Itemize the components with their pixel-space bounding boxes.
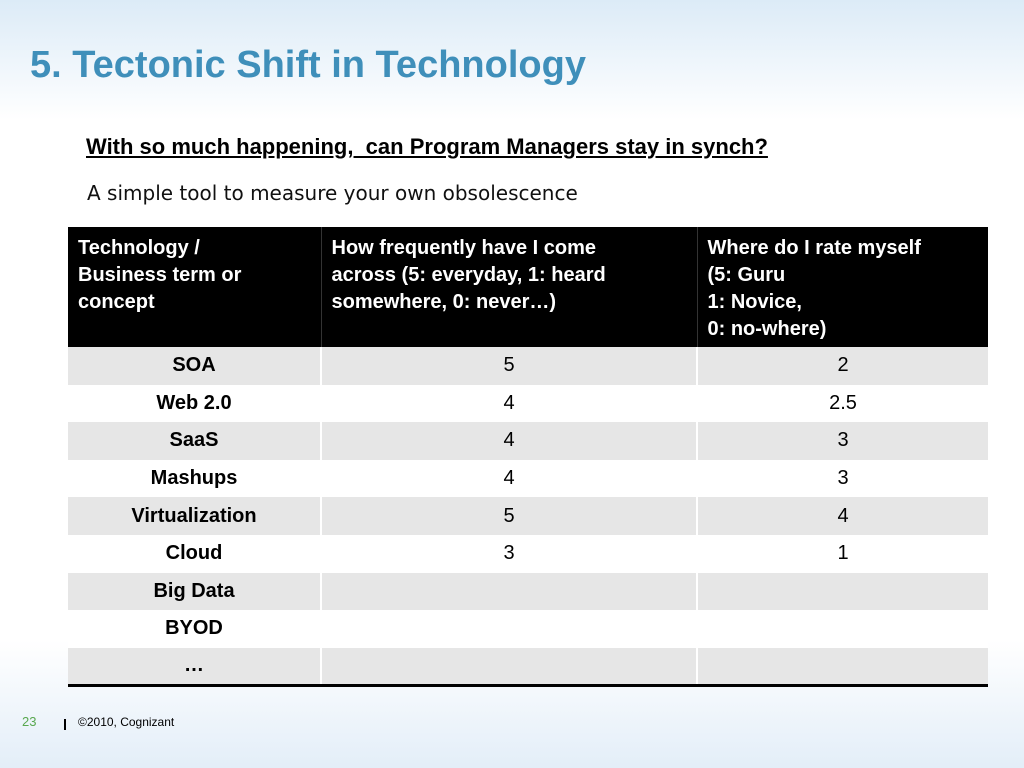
frequency-cell: 5 — [321, 497, 697, 535]
header-frequency: How frequently have I come across (5: everyday, 1: heard somewhere, 0: never…) — [321, 227, 697, 347]
page-number: 23 — [22, 714, 37, 729]
term-cell: Big Data — [68, 573, 321, 611]
term-cell: Mashups — [68, 460, 321, 498]
rating-cell — [697, 610, 988, 648]
frequency-cell: 4 — [321, 422, 697, 460]
term-cell: SOA — [68, 347, 321, 385]
term-cell: Web 2.0 — [68, 385, 321, 423]
rating-cell — [697, 648, 988, 686]
rating-cell — [697, 573, 988, 611]
term-cell: BYOD — [68, 610, 321, 648]
slide-subtitle: A simple tool to measure your own obsolescence — [87, 181, 578, 205]
table-header-row — [68, 227, 988, 347]
header-technology: Technology / Business term or concept — [68, 227, 321, 347]
frequency-cell: 4 — [321, 460, 697, 498]
table-row — [68, 535, 988, 573]
obsolescence-table — [68, 227, 988, 687]
rating-cell: 3 — [697, 460, 988, 498]
frequency-cell: 4 — [321, 385, 697, 423]
rating-cell: 2.5 — [697, 385, 988, 423]
footer-divider — [64, 719, 66, 730]
rating-cell: 3 — [697, 422, 988, 460]
table-row — [68, 648, 988, 686]
table-row — [68, 497, 988, 535]
question-heading: With so much happening, can Program Managers stay in synch? — [86, 134, 768, 159]
term-cell: SaaS — [68, 422, 321, 460]
copyright-notice: ©2010, Cognizant — [78, 715, 175, 729]
term-cell: Cloud — [68, 535, 321, 573]
table-row — [68, 573, 988, 611]
rating-cell: 2 — [697, 347, 988, 385]
slide-title: 5. Tectonic Shift in Technology — [30, 44, 586, 86]
table-row — [68, 347, 988, 385]
table-row — [68, 385, 988, 423]
table-row — [68, 460, 988, 498]
rating-cell: 4 — [697, 497, 988, 535]
term-cell: Virtualization — [68, 497, 321, 535]
frequency-cell — [321, 648, 697, 686]
frequency-cell: 3 — [321, 535, 697, 573]
table-row — [68, 422, 988, 460]
slide-footer — [0, 712, 400, 736]
frequency-cell — [321, 610, 697, 648]
frequency-cell — [321, 573, 697, 611]
rating-cell: 1 — [697, 535, 988, 573]
frequency-cell: 5 — [321, 347, 697, 385]
table-row — [68, 610, 988, 648]
header-self-rating: Where do I rate myself (5: Guru 1: Novice, 0: no-where) — [697, 227, 988, 347]
term-cell: … — [68, 648, 321, 686]
